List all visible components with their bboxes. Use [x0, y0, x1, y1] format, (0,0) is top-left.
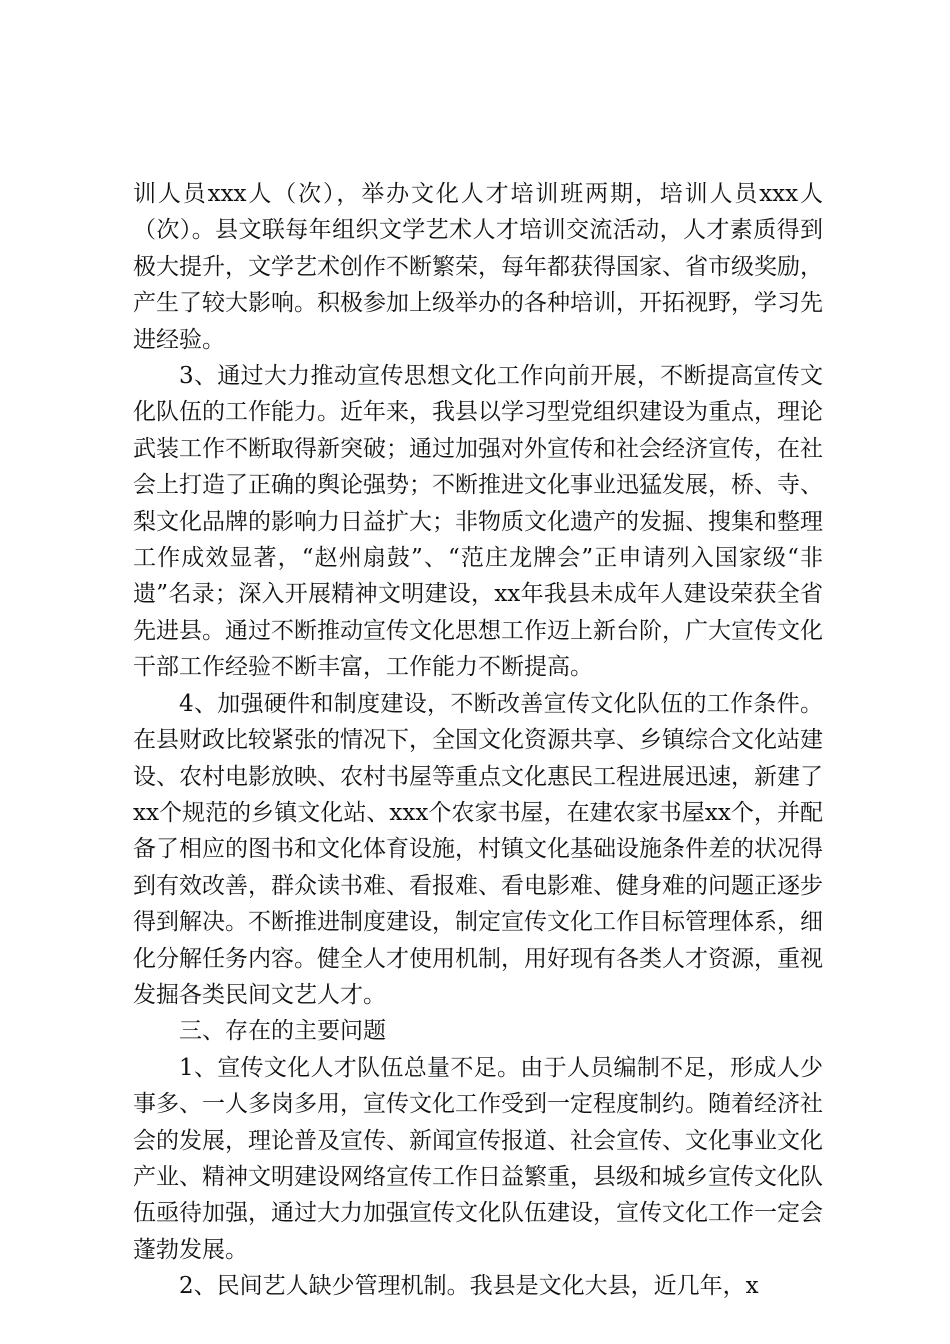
- paragraph-training-continued: 训人员xxx人（次），举办文化人才培训班两期，培训人员xxx人（次）。县文联每年组织文学艺术人才培训交流活动，人才素质得到极大提升，文学艺术创作不断繁荣，每年都获得国家、省市级奖励，产生了较大影响。积极参加上级举办的各种培训，开拓视野，学习先进经验。: [133, 181, 823, 353]
- paragraph-item-3: 3、通过大力推动宣传思想文化工作向前开展，不断提高宣传文化队伍的工作能力。近年来，我县以学习型党组织建设为重点，理论武装工作不断取得新突破；通过加强对外宣传和社会经济宣传，在社会上打造了正确的舆论强势；不断推进文化事业迅猛发展，桥、寺、梨文化品牌的影响力日益扩大；非物质文化遗产的发掘、搜集和整理工作成效显著，“赵州扇鼓”、“范庄龙牌会”正申请列入国家级“非遗”名录；深入开展精神文明建设，xx年我县未成年人建设荣获全省先进县。通过不断推动宣传文化思想工作迈上新台阶，广大宣传文化干部工作经验不断丰富，工作能力不断提高。: [133, 363, 823, 681]
- paragraph-problem-2: 2、民间艺人缺少管理机制。我县是文化大县，近几年，x: [179, 1273, 759, 1300]
- section-heading-main-problems: 三、存在的主要问题: [179, 1018, 386, 1045]
- paragraph-problem-1: 1、宣传文化人才队伍总量不足。由于人员编制不足，形成人少事多、一人多岗多用，宣传文化工作受到一定程度制约。随着经济社会的发展，理论普及宣传、新闻宣传报道、社会宣传、文化事业文化产业、精神文明建设网络宣传工作日益繁重，县级和城乡宣传文化队伍亟待加强，通过大力加强宣传文化队伍建设，宣传文化工作一定会蓬勃发展。: [133, 1054, 823, 1263]
- paragraph-item-4: 4、加强硬件和制度建设，不断改善宣传文化队伍的工作条件。在县财政比较紧张的情况下，全国文化资源共享、乡镇综合文化站建设、农村电影放映、农村书屋等重点文化惠民工程进展迅速，新建了xx个规范的乡镇文化站、xxx个农家书屋，在建农家书屋xx个，并配备了相应的图书和文化体育设施，村镇文化基础设施条件差的状况得到有效改善，群众读书难、看报难、看电影难、健身难的问题正逐步得到解决。不断推进制度建设，制定宣传文化工作目标管理体系，细化分解任务内容。健全人才使用机制，用好现有各类人才资源，重视发掘各类民间文艺人才。: [133, 690, 823, 1008]
- document-body: [133, 176, 823, 1305]
